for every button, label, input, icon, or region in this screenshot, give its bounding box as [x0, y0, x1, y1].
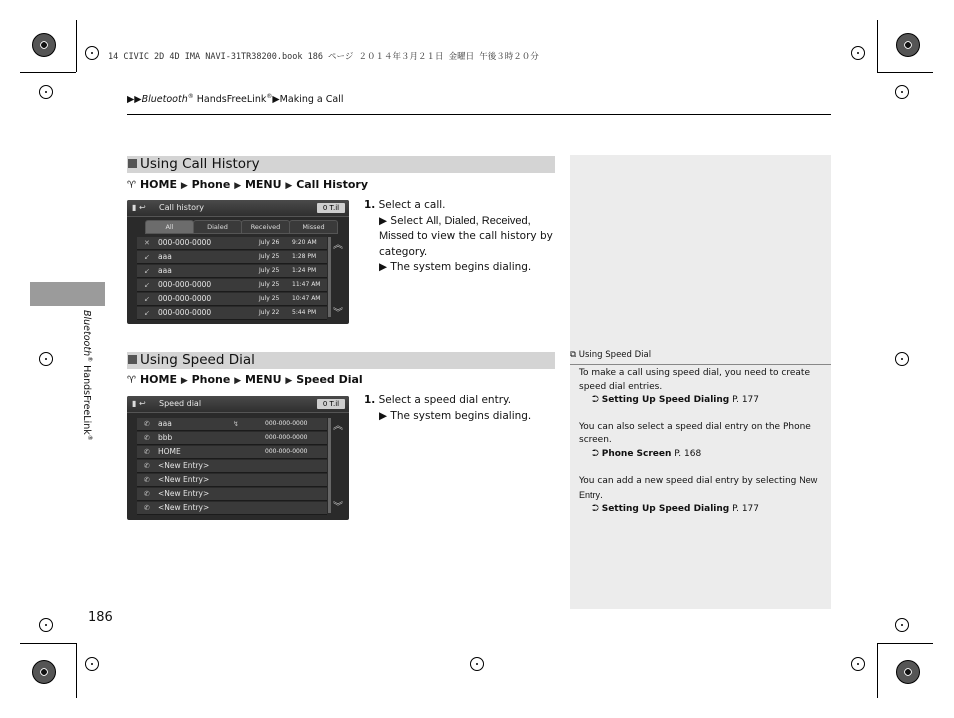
- nav-step: Call History: [296, 178, 368, 191]
- registration-disc-bottom-right: [896, 660, 920, 684]
- call-time: 1:24 PM: [292, 267, 317, 274]
- note-link-icon: ⧉: [570, 350, 577, 360]
- step-text: Select a call.: [378, 199, 446, 211]
- breadcrumb-arrows: ▶▶: [127, 94, 142, 106]
- speed-dial-row[interactable]: [137, 460, 327, 473]
- crosshair-mark: [37, 616, 55, 634]
- breadcrumb-reg: ®: [187, 93, 194, 100]
- note-body: [579, 367, 827, 517]
- tab-option-missed: Missed: [379, 230, 414, 242]
- speed-dial-row[interactable]: [137, 474, 327, 487]
- entry-name: HOME: [158, 447, 181, 456]
- step-number: 1.: [364, 199, 376, 211]
- step-1: [364, 393, 554, 409]
- step-number: 1.: [364, 394, 376, 406]
- substep-arrow-icon: ▶: [379, 409, 388, 422]
- reference-page: P. 177: [729, 395, 760, 405]
- scroll-down-icon[interactable]: ︾: [333, 308, 343, 319]
- call-time: 5:44 PM: [292, 309, 317, 316]
- nav-arrow-icon: ▶: [285, 376, 293, 386]
- registration-disc-bottom-left: [32, 660, 56, 684]
- tab-missed[interactable]: Missed: [289, 220, 338, 234]
- reference-title: Setting Up Speed Dialing: [601, 504, 730, 514]
- nav-path-speed-dial: [127, 373, 363, 386]
- note-paragraph: To make a call using speed dial, you need to create speed dial entries.: [579, 368, 810, 392]
- note-paragraph: You can also select a speed dial entry on the Phone screen.: [579, 421, 811, 445]
- phone-icon: ✆: [144, 420, 150, 428]
- entry-name: <New Entry>: [158, 461, 210, 470]
- crosshair-mark: [893, 616, 911, 634]
- tab-all[interactable]: All: [145, 220, 194, 234]
- reference-arrow-icon: ⮊: [592, 448, 599, 459]
- tab-received[interactable]: Received: [241, 220, 290, 234]
- crop-line: [877, 72, 933, 73]
- phone-back-icon: ▮ ↩: [132, 399, 146, 408]
- tab-dialed[interactable]: Dialed: [193, 220, 242, 234]
- breadcrumb-bluetooth: Bluetooth: [141, 94, 188, 106]
- note-text: .: [600, 490, 603, 501]
- page-number: 186: [88, 610, 113, 625]
- breadcrumb-current: Making a Call: [279, 94, 344, 106]
- nav-arrow-icon: ▶: [180, 181, 188, 191]
- entry-number: 000-000-0000: [265, 420, 308, 427]
- entry-name: bbb: [158, 433, 173, 442]
- section-heading-call-history: [127, 156, 555, 173]
- call-time: 9:20 AM: [292, 239, 317, 246]
- reference-page: P. 168: [671, 448, 702, 459]
- speed-dial-row[interactable]: [137, 432, 327, 445]
- nav-path-call-history: [127, 178, 368, 191]
- call-name: 000-000-0000: [158, 308, 212, 317]
- speed-dial-row[interactable]: [137, 418, 327, 431]
- phone-icon: ✆: [144, 490, 150, 498]
- crop-line: [877, 643, 878, 698]
- screen-title-bar: [127, 200, 349, 217]
- entry-number: 000-000-0000: [265, 448, 308, 455]
- call-dialed-icon: ↙: [144, 295, 150, 303]
- call-name: aaa: [158, 266, 172, 275]
- crosshair-mark: [849, 655, 867, 673]
- entry-name: <New Entry>: [158, 475, 210, 484]
- side-label-reg: ®: [86, 356, 93, 363]
- call-row[interactable]: [137, 237, 327, 250]
- screen-title-bar: [127, 396, 349, 413]
- nav-step: MENU: [244, 178, 282, 191]
- call-dialed-icon: ↙: [144, 309, 150, 317]
- status-indicator: 0 T.il: [317, 399, 345, 409]
- header-rule: [127, 114, 831, 115]
- phone-back-icon: ▮ ↩: [132, 203, 146, 212]
- crop-line: [877, 20, 878, 72]
- breadcrumb-handsfreelink: HandsFreeLink: [193, 94, 267, 106]
- note-text: You can add a new speed dial entry by selecting: [579, 476, 800, 486]
- scroll-up-icon[interactable]: ︽: [333, 421, 343, 432]
- breadcrumb: [127, 93, 343, 105]
- call-name: 000-000-0000: [158, 238, 212, 247]
- crosshair-mark: [37, 350, 55, 368]
- entry-number: 000-000-0000: [265, 434, 308, 441]
- step-substep: [364, 409, 554, 425]
- nav-step: Speed Dial: [296, 373, 363, 386]
- note-reference[interactable]: [579, 503, 827, 517]
- breadcrumb-sep: ▶: [272, 94, 280, 106]
- call-row[interactable]: [137, 251, 327, 264]
- step-substep: [364, 214, 554, 261]
- substep-text: Select: [390, 214, 427, 227]
- ui-term: New Entry: [579, 475, 818, 500]
- call-name: aaa: [158, 252, 172, 261]
- nav-step: Phone: [191, 373, 231, 386]
- tab-options: All, Dialed, Received,: [426, 214, 531, 227]
- print-header-line: 14 CIVIC 2D 4D IMA NAVI-31TR38200.book 186 ページ ２０１４年３月２１日 金曜日 午後３時２０分: [108, 52, 539, 62]
- call-dialed-icon: ↙: [144, 281, 150, 289]
- voice-command-icon: ♈: [127, 180, 136, 191]
- call-name: 000-000-0000: [158, 294, 212, 303]
- crosshair-mark: [849, 44, 867, 62]
- section-title: Using Speed Dial: [140, 352, 255, 368]
- side-label-bluetooth: Bluetooth: [80, 310, 92, 357]
- call-date: July 25: [259, 295, 280, 302]
- note-reference[interactable]: [579, 448, 827, 462]
- reference-arrow-icon: ⮊: [592, 504, 599, 514]
- nav-step: HOME: [139, 178, 177, 191]
- reference-title: Setting Up Speed Dialing: [601, 395, 730, 405]
- reference-title: Phone Screen: [601, 448, 672, 459]
- note-title: Using Speed Dial: [578, 350, 652, 360]
- call-history-screenshot: [127, 200, 349, 324]
- speed-dial-row[interactable]: [137, 488, 327, 501]
- phone-icon: ✆: [144, 504, 150, 512]
- note-reference[interactable]: [579, 394, 827, 408]
- chapter-side-label: [81, 310, 93, 441]
- screen-title: Call history: [159, 203, 204, 212]
- crosshair-mark: [83, 655, 101, 673]
- call-date: July 25: [259, 253, 280, 260]
- scroll-down-icon[interactable]: ︾: [333, 502, 343, 513]
- substep-text: The system begins dialing.: [390, 261, 532, 273]
- side-label-reg: ®: [86, 434, 93, 441]
- call-row[interactable]: [137, 265, 327, 278]
- heading-square-icon: [128, 355, 137, 364]
- phone-icon: ✆: [144, 462, 150, 470]
- substep-arrow-icon: ▶: [379, 214, 388, 227]
- voice-command-icon: ♈: [127, 375, 136, 386]
- substep-text: to view the call history by category.: [379, 230, 553, 258]
- phone-icon: ✆: [144, 448, 150, 456]
- crop-line: [20, 72, 76, 73]
- crosshair-mark: [893, 350, 911, 368]
- call-date: July 25: [259, 267, 280, 274]
- call-time: 10:47 AM: [292, 295, 321, 302]
- nav-step: Phone: [191, 178, 231, 191]
- speed-dial-steps: [364, 393, 554, 424]
- call-history-steps: [364, 198, 554, 276]
- scrollbar[interactable]: [328, 237, 331, 317]
- crop-line: [76, 643, 77, 698]
- call-dialed-icon: ↙: [144, 253, 150, 261]
- crop-line: [76, 20, 77, 72]
- call-row[interactable]: [137, 307, 327, 320]
- nav-arrow-icon: ▶: [234, 181, 242, 191]
- chapter-tab: [30, 282, 105, 306]
- note-heading: [570, 350, 651, 360]
- call-date: July 26: [259, 239, 280, 246]
- crop-line: [877, 643, 933, 644]
- crosshair-mark: [468, 655, 486, 673]
- step-1: [364, 198, 554, 214]
- note-paragraph: [579, 474, 827, 503]
- call-date: July 25: [259, 281, 280, 288]
- nav-arrow-icon: ▶: [234, 376, 242, 386]
- status-indicator: 0 T.il: [317, 203, 345, 213]
- entry-name: <New Entry>: [158, 489, 210, 498]
- speed-dial-row[interactable]: [137, 446, 327, 459]
- speed-dial-row[interactable]: [137, 502, 327, 515]
- note-rule: [570, 364, 831, 365]
- registration-disc-top-right: [896, 33, 920, 57]
- call-date: July 22: [259, 309, 280, 316]
- registration-disc-top-left: [32, 33, 56, 57]
- step-substep: [364, 260, 554, 276]
- nav-arrow-icon: ▶: [180, 376, 188, 386]
- phone-icon: ✆: [144, 434, 150, 442]
- crop-line: [20, 643, 76, 644]
- reference-arrow-icon: ⮊: [592, 395, 599, 405]
- nav-step: MENU: [244, 373, 282, 386]
- substep-arrow-icon: ▶: [379, 261, 388, 273]
- substep-text: The system begins dialing.: [390, 409, 532, 422]
- call-time: 11:47 AM: [292, 281, 321, 288]
- breadcrumb-reg: ®: [266, 93, 273, 100]
- crosshair-mark: [83, 44, 101, 62]
- call-dialed-icon: ↙: [144, 267, 150, 275]
- call-name: 000-000-0000: [158, 280, 212, 289]
- reference-page: P. 177: [729, 504, 760, 514]
- heading-square-icon: [128, 159, 137, 168]
- speed-dial-screenshot: [127, 396, 349, 520]
- screen-title: Speed dial: [159, 399, 202, 408]
- section-title: Using Call History: [140, 156, 260, 172]
- nav-step: HOME: [139, 373, 177, 386]
- call-row[interactable]: [137, 279, 327, 292]
- voice-tag-icon: ↯: [233, 420, 239, 428]
- scrollbar[interactable]: [328, 418, 331, 513]
- call-missed-icon: ✕: [144, 239, 150, 247]
- section-heading-speed-dial: [127, 352, 555, 369]
- nav-arrow-icon: ▶: [285, 181, 293, 191]
- phone-icon: ✆: [144, 476, 150, 484]
- step-text: Select a speed dial entry.: [378, 394, 512, 406]
- entry-name: <New Entry>: [158, 503, 210, 512]
- crosshair-mark: [37, 83, 55, 101]
- entry-name: aaa: [158, 419, 172, 428]
- scroll-up-icon[interactable]: ︽: [333, 240, 343, 251]
- call-time: 1:28 PM: [292, 253, 317, 260]
- side-label-rest: HandsFreeLink: [80, 362, 92, 435]
- call-row[interactable]: [137, 293, 327, 306]
- crosshair-mark: [893, 83, 911, 101]
